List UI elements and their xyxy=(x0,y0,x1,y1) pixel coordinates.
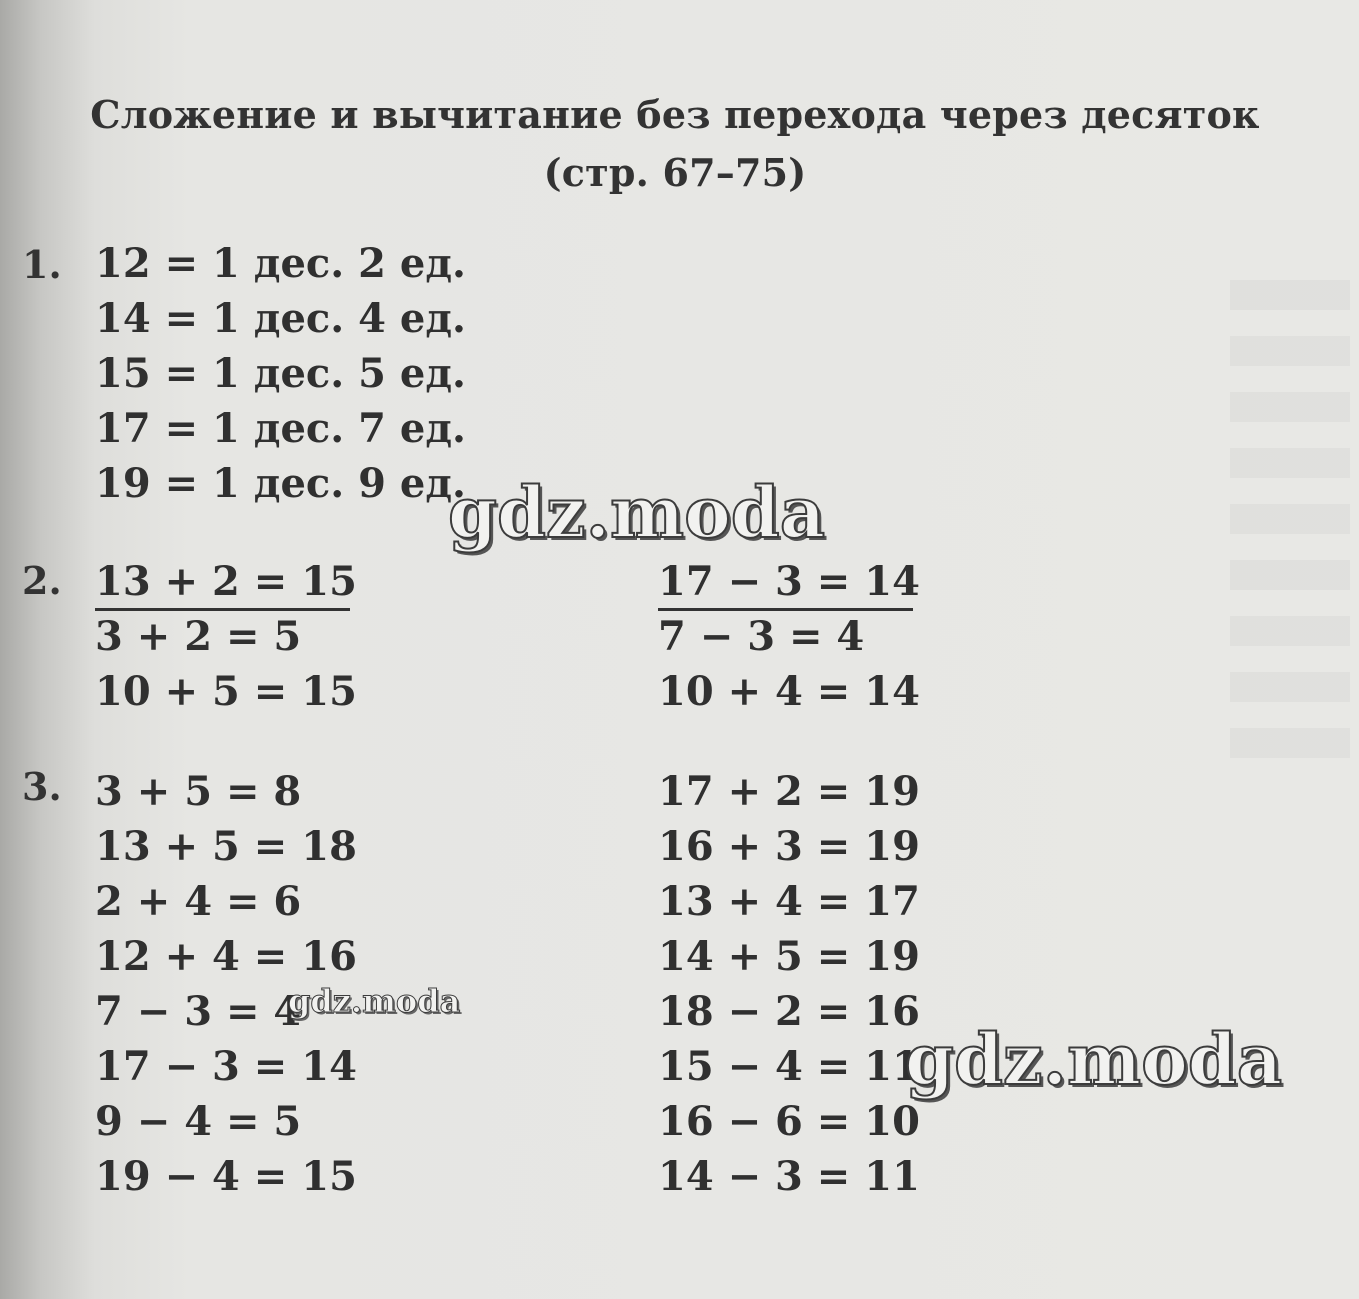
task-3-number: 3. xyxy=(22,764,62,809)
task-2-left-step: 3 + 2 = 5 xyxy=(95,613,302,660)
task-3-left-equation: 12 + 4 = 16 xyxy=(95,933,357,980)
task-3-right-equation: 14 − 3 = 11 xyxy=(658,1153,920,1200)
task-2-right-step: 7 − 3 = 4 xyxy=(658,613,865,660)
watermark-logo: gdz.moda xyxy=(448,471,826,554)
task-2-right-main-equation: 17 − 3 = 14 xyxy=(658,562,913,611)
task-3-left-equation: 2 + 4 = 6 xyxy=(95,878,302,925)
watermark-logo: gdz.moda xyxy=(905,1018,1283,1101)
task-3-left-equation: 19 − 4 = 15 xyxy=(95,1153,357,1200)
task-2-left-step: 10 + 5 = 15 xyxy=(95,668,357,715)
page-title: Сложение и вычитание без перехода через десяток xyxy=(90,92,1260,137)
task-3-right-equation: 16 + 3 = 19 xyxy=(658,823,920,870)
task-1-line: 15 = 1 дес. 5 ед. xyxy=(95,350,466,397)
task-3-right-equation: 13 + 4 = 17 xyxy=(658,878,920,925)
task-2-right-step: 10 + 4 = 14 xyxy=(658,668,920,715)
bleed-through-texture xyxy=(1230,280,1350,780)
task-3-left-equation: 9 − 4 = 5 xyxy=(95,1098,302,1145)
task-3-right-equation: 17 + 2 = 19 xyxy=(658,768,920,815)
task-1-line: 19 = 1 дес. 9 ед. xyxy=(95,460,466,507)
task-1-number: 1. xyxy=(22,242,62,287)
task-1-line: 12 = 1 дес. 2 ед. xyxy=(95,240,466,287)
task-3-left-equation: 7 − 3 = 4 xyxy=(95,988,302,1035)
task-3-right-equation: 14 + 5 = 19 xyxy=(658,933,920,980)
task-3-left-equation: 13 + 5 = 18 xyxy=(95,823,357,870)
task-3-right-equation: 18 − 2 = 16 xyxy=(658,988,920,1035)
task-3-right-equation: 16 − 6 = 10 xyxy=(658,1098,920,1145)
page-subtitle: (стр. 67–75) xyxy=(543,150,807,195)
task-3-right-equation: 15 − 4 = 11 xyxy=(658,1043,920,1090)
task-2-left-main-equation: 13 + 2 = 15 xyxy=(95,562,350,611)
watermark-logo: gdz.moda xyxy=(288,982,461,1020)
task-1-line: 17 = 1 дес. 7 ед. xyxy=(95,405,466,452)
task-1-line: 14 = 1 дес. 4 ед. xyxy=(95,295,466,342)
task-3-left-equation: 17 − 3 = 14 xyxy=(95,1043,357,1090)
task-3-left-equation: 3 + 5 = 8 xyxy=(95,768,302,815)
task-2-number: 2. xyxy=(22,558,62,603)
